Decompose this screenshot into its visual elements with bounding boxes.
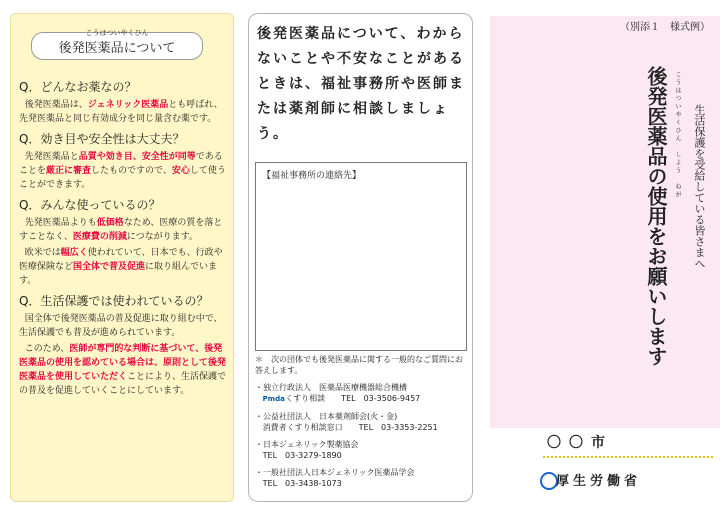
org3-name: ・日本ジェネリック製薬協会 xyxy=(255,440,359,449)
org2-name: ・公益社団法人 日本薬剤師会(火・金) xyxy=(255,412,398,421)
pmda-logo-icon: Pmda xyxy=(262,395,285,403)
dotted-divider xyxy=(543,456,713,458)
answer-3: 先発医薬品よりも低価格なため、医療の質を落とすことなく、医療費の削減につながります。 欧米では幅広く使われていて、日本でも、行政や医療保険など国全体で普及促進に取り組んでいます。 xyxy=(19,218,223,286)
question-2: Q．効き目や安全性は大丈夫？ xyxy=(19,132,185,146)
subtitle: 生活保護を受給している皆さまへ xyxy=(693,104,706,269)
left-title: 後発医薬品について xyxy=(58,41,176,56)
title-ruby: こうはついやくひん xyxy=(85,29,149,37)
answer-1: 後発医薬品は、ジェネリック医薬品とも呼ばれ、先発医薬品と同じ有効成分を同じ量含む薬です。 xyxy=(19,100,223,124)
org4-tel: TEL 03-3438-1073 xyxy=(262,479,342,488)
org1-name: ・独立行政法人 医薬品医療機器総合機構 xyxy=(255,383,407,392)
org1-tel: くすり相談 TEL 03-3506-9457 xyxy=(285,394,421,403)
org2-tel: 消費者くすり相談窓口 TEL 03-3353-2251 xyxy=(262,423,438,432)
answer-4: 国全体で後発医薬品の普及促進に取り組む中で、生活保護でも普及が進められています。 このため、医師が専門的な判断に基づいて、後発医薬品の使用を認めている場合は、原則として後発医薬品を使用していただくことにより、生活保護での普及を促進していくことにしています。 xyxy=(19,314,227,396)
right-panel xyxy=(490,16,720,428)
left-title-box xyxy=(31,29,203,60)
consult-heading: 後発医薬品について、わからないことや不安なことがあるときは、福祉事務所や医師または薬剤師に相談しましょう。 xyxy=(257,26,465,142)
org3-tel: TEL 03-3279-1890 xyxy=(262,451,342,460)
main-title-ruby: こうはついやくひん しよう ねが xyxy=(674,71,681,199)
answer-2: 先発医薬品と品質や効き目、安全性が同等であることを厳正に審査したものですので、安心して使うことができます。 xyxy=(19,152,226,190)
question-3: Q．みんな使っているの？ xyxy=(19,198,161,212)
question-1: Q．どんなお薬なの？ xyxy=(19,80,137,94)
city-name: 〇〇市 xyxy=(547,435,613,451)
note-intro: ＊ 次の団体でも後発医薬品に関する一般的なご質問にお答えします。 xyxy=(255,355,463,375)
left-panel xyxy=(10,13,234,502)
org4-name: ・一般社団法人日本ジェネリック医薬品学会 xyxy=(255,468,415,477)
faq-body xyxy=(19,74,229,400)
welfare-office-contact-box xyxy=(255,162,467,351)
question-4: Q．生活保護では使われているの？ xyxy=(19,294,209,308)
main-title: 後発医薬品の使用をお願いします xyxy=(644,66,668,366)
contact-label: 【福祉事務所の連絡先】 xyxy=(262,171,362,181)
ministry-name: 厚生労働省 xyxy=(556,474,642,489)
form-label: （別添１ 様式例） xyxy=(620,22,710,33)
middle-panel xyxy=(248,13,473,502)
organization-notes xyxy=(255,354,470,495)
